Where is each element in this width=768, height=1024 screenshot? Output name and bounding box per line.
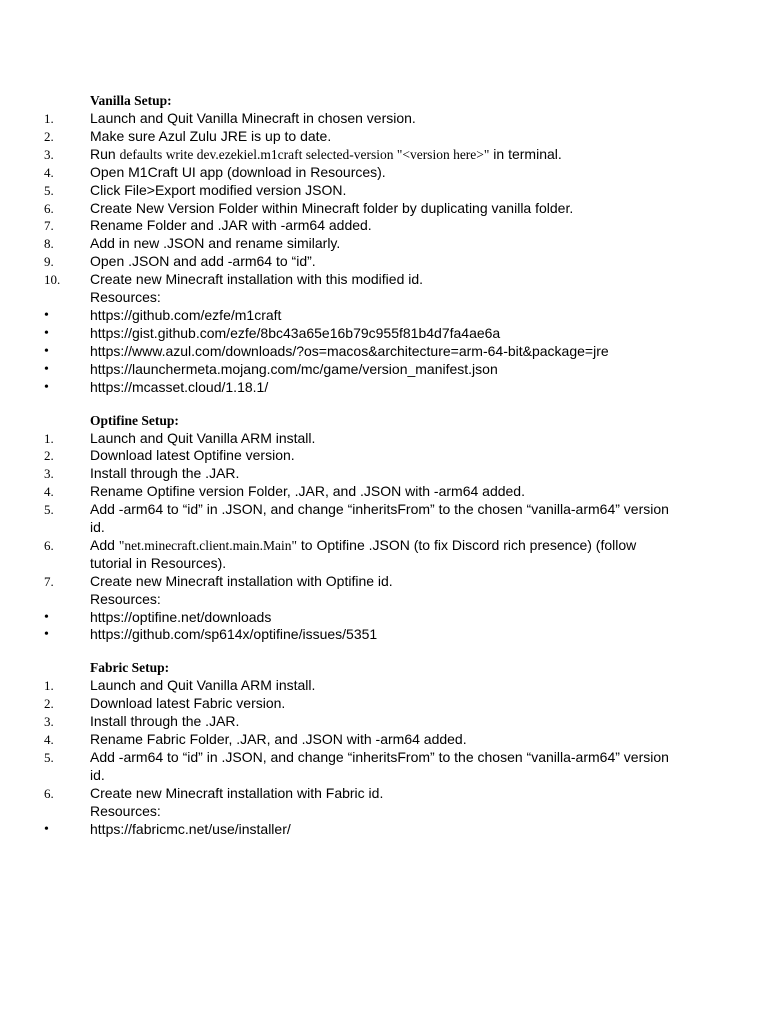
resource-link[interactable]: https://github.com/sp614x/optifine/issues/5351 <box>90 626 378 643</box>
step-number: 7. <box>44 573 54 589</box>
bullet-icon: • <box>44 627 49 643</box>
resource-item <box>0 307 670 325</box>
numbered-step <box>0 785 670 803</box>
step-text: Add -arm64 to “id” in .JSON, and change “inheritsFrom” to the chosen “vanilla-arm64” version id. <box>90 749 669 783</box>
step-text-lead: Add <box>90 536 119 553</box>
section-title: Vanilla Setup: <box>90 93 172 108</box>
bullet-icon: • <box>44 325 49 341</box>
bullet-icon: • <box>44 821 49 837</box>
numbered-step <box>0 573 670 591</box>
step-text: Download latest Fabric version. <box>90 695 286 712</box>
step-command: defaults write dev.ezekiel.m1craft selected-version "<version here>" <box>119 146 490 162</box>
step-text: Rename Optifine version Folder, .JAR, and .JSON with -arm64 added. <box>90 483 525 500</box>
step-text <box>90 537 670 573</box>
step-text: Download latest Optifine version. <box>90 447 295 464</box>
resources-label: Resources: <box>90 802 161 819</box>
step-number: 3. <box>44 714 54 730</box>
step-text-lead: Run <box>90 145 120 162</box>
step-text: Rename Folder and .JAR with -arm64 added. <box>90 217 372 234</box>
bullet-icon: • <box>44 609 49 625</box>
step-number: 6. <box>44 200 54 216</box>
step-number: 5. <box>44 182 54 198</box>
step-text: Open M1Craft UI app (download in Resources). <box>90 163 386 180</box>
numbered-step <box>0 501 670 537</box>
resource-item <box>0 609 670 627</box>
resource-link[interactable]: https://gist.github.com/ezfe/8bc43a65e16b79c955f81b4d7fa4ae6a <box>90 324 501 341</box>
numbered-step <box>0 465 670 483</box>
step-text: Install through the .JAR. <box>90 465 240 482</box>
step-text: Open .JSON and add -arm64 to “id”. <box>90 253 316 270</box>
resource-item <box>0 325 670 343</box>
step-number: 5. <box>44 750 54 765</box>
numbered-step <box>0 164 670 182</box>
step-number: 5. <box>44 502 54 518</box>
resource-item <box>0 379 670 397</box>
step-text: Add in new .JSON and rename similarly. <box>90 235 341 252</box>
step-number: 3. <box>44 466 54 482</box>
step-text: Rename Fabric Folder, .JAR, and .JSON with -arm64 added. <box>90 731 467 748</box>
setup-section <box>0 412 768 645</box>
step-number: 4. <box>44 732 54 748</box>
step-number: 2. <box>44 696 54 712</box>
step-number: 9. <box>44 254 54 270</box>
step-text: Create new Minecraft installation with Fabric id. <box>90 784 384 801</box>
step-text: Create new Minecraft installation with this modified id. <box>90 271 424 288</box>
resource-link[interactable]: https://optifine.net/downloads <box>90 608 272 625</box>
step-number: 6. <box>44 785 54 801</box>
resource-item <box>0 343 670 361</box>
resources-label: Resources: <box>90 289 161 306</box>
resource-item <box>0 821 670 839</box>
step-number: 10. <box>44 272 61 288</box>
step-text: Launch and Quit Vanilla ARM install. <box>90 677 316 694</box>
step-text: Add -arm64 to “id” in .JSON, and change “inheritsFrom” to the chosen “vanilla-arm64” version id. <box>90 501 669 536</box>
setup-section <box>0 659 768 838</box>
step-text-tail: to Optifine .JSON (to fix Discord rich presence) (follow tutorial in Resources). <box>90 536 637 571</box>
resource-item <box>0 361 670 379</box>
numbered-step <box>0 146 670 164</box>
resource-link[interactable]: https://mcasset.cloud/1.18.1/ <box>90 378 269 395</box>
step-text: Click File>Export modified version JSON. <box>90 181 347 198</box>
numbered-step <box>0 253 670 271</box>
numbered-step <box>0 483 670 501</box>
numbered-step <box>0 447 670 465</box>
numbered-step <box>0 430 670 448</box>
step-number: 1. <box>44 678 54 694</box>
numbered-step <box>0 200 670 218</box>
step-text: Make sure Azul Zulu JRE is up to date. <box>90 127 332 144</box>
step-text: Launch and Quit Vanilla ARM install. <box>90 429 316 446</box>
step-text <box>90 146 670 164</box>
step-number: 8. <box>44 236 54 252</box>
step-number: 6. <box>44 537 54 553</box>
numbered-step <box>0 235 670 253</box>
setup-section <box>0 92 768 397</box>
step-text: Create New Version Folder within Minecraft folder by duplicating vanilla folder. <box>90 199 574 216</box>
numbered-step <box>0 731 670 749</box>
numbered-step <box>0 182 670 200</box>
step-number: 3. <box>44 146 54 162</box>
bullet-icon: • <box>44 361 49 377</box>
numbered-step <box>0 128 670 146</box>
numbered-step <box>0 713 670 731</box>
step-number: 4. <box>44 484 54 500</box>
document-page <box>0 92 768 854</box>
numbered-step <box>0 749 670 785</box>
bullet-icon: • <box>44 379 49 395</box>
step-command: "net.minecraft.client.main.Main" <box>118 537 298 553</box>
numbered-step <box>0 537 670 573</box>
step-text: Launch and Quit Vanilla Minecraft in chosen version. <box>90 110 416 126</box>
numbered-step <box>0 677 670 695</box>
bullet-icon: • <box>44 307 49 323</box>
numbered-step <box>0 217 670 235</box>
step-number: 1. <box>44 111 54 126</box>
numbered-step <box>0 695 670 713</box>
numbered-step <box>0 110 670 128</box>
numbered-step <box>0 271 670 289</box>
resource-item <box>0 626 670 644</box>
resource-link[interactable]: https://www.azul.com/downloads/?os=macos&architecture=arm-64-bit&package=jre <box>90 342 609 359</box>
step-text: Create new Minecraft installation with Optifine id. <box>90 572 393 589</box>
resource-link[interactable]: https://launchermeta.mojang.com/mc/game/version_manifest.json <box>90 360 498 377</box>
section-title: Optifine Setup: <box>90 412 179 428</box>
step-text-tail: in terminal. <box>489 145 562 162</box>
step-number: 1. <box>44 430 54 446</box>
step-number: 2. <box>44 448 54 464</box>
step-number: 2. <box>44 128 54 144</box>
section-title: Fabric Setup: <box>90 660 170 676</box>
step-number: 4. <box>44 164 54 180</box>
bullet-icon: • <box>44 343 49 359</box>
resource-link[interactable]: https://fabricmc.net/use/installer/ <box>90 820 291 837</box>
resources-label: Resources: <box>90 590 161 607</box>
step-number: 7. <box>44 218 54 234</box>
resource-link[interactable]: https://github.com/ezfe/m1craft <box>90 306 282 323</box>
step-text: Install through the .JAR. <box>90 713 240 730</box>
